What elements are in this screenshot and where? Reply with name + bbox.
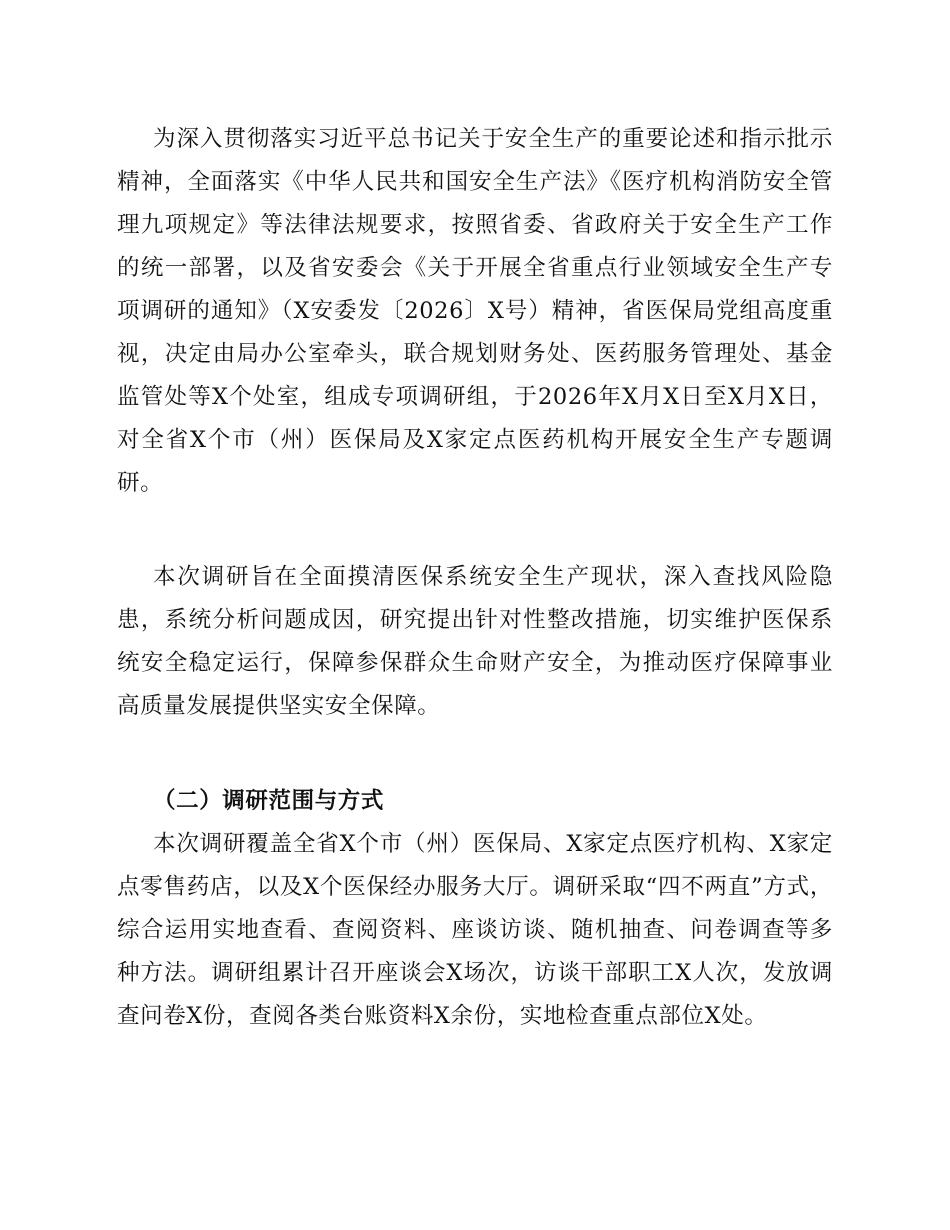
paragraph-scope-methods: 本次调研覆盖全省X个市（州）医保局、X家定点医疗机构、X家定点零售药店，以及X个医保经办服务大厅。调研采取“四不两直”方式，综合运用实地查看、查阅资料、座谈访谈、随机抽查、问卷调查等多种方法。调研组累计召开座谈会X场次，访谈干部职工X人次，发放调查问卷X份，查阅各类台账资料X余份，实地检查重点部位X处。 [117,831,833,1029]
section-heading: （二）调研范围与方式 [153,788,385,814]
paragraph-background: 为深入贯彻落实习近平总书记关于安全生产的重要论述和指示批示精神，全面落实《中华人民共和国安全生产法》《医疗机构消防安全管理九项规定》等法律法规要求，按照省委、省政府关于安全生产工作的统一部署，以及省安委会《关于开展全省重点行业领域安全生产专项调研的通知》（X安委发〔2026〕X号）精神，省医保局党组高度重视，决定由局办公室牵头，联合规划财务处、医药服务管理处、基金监管处等X个处室，组成专项调研组，于2026年X月X日至X月X日，对全省X个市（州）医保局及X家定点医药机构开展安全生产专题调研。 [117,126,833,496]
paragraph-purpose: 本次调研旨在全面摸清医保系统安全生产现状，深入查找风险隐患，系统分析问题成因，研究提出针对性整改措施，切实维护医保系统安全稳定运行，保障参保群众生命财产安全，为推动医疗保障事业高质量发展提供坚实安全保障。 [117,564,833,719]
